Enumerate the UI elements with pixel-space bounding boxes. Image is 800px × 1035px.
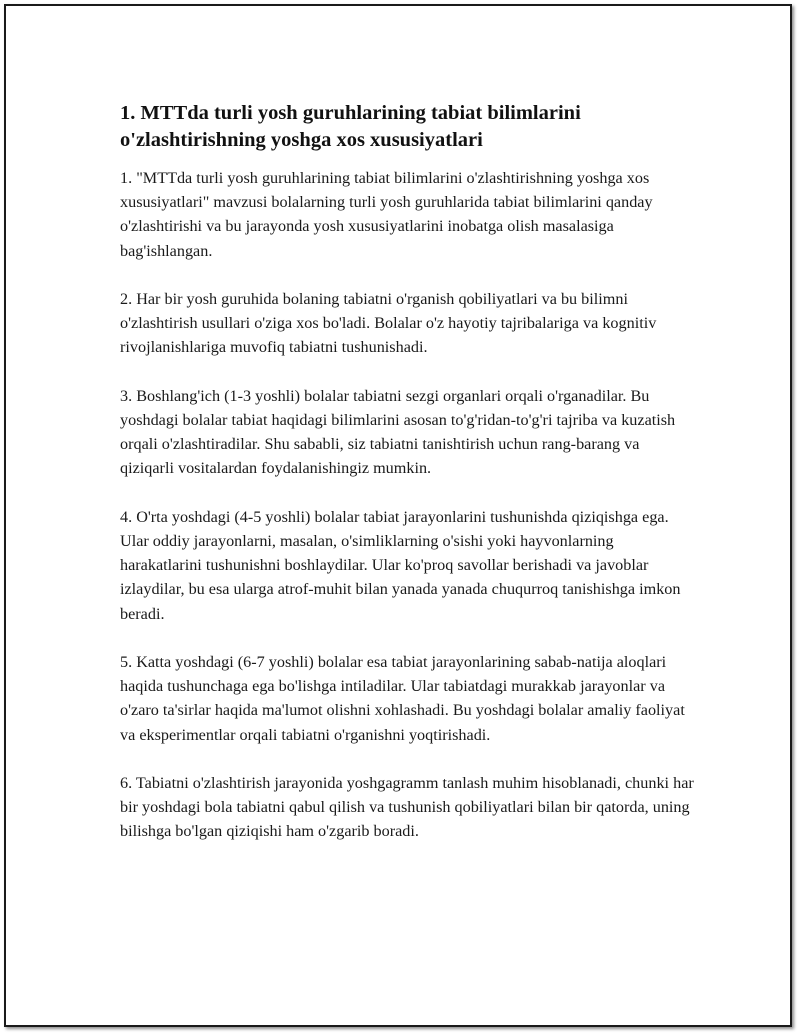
paragraph-4: 4. O'rta yoshdagi (4-5 yoshli) bolalar tabiat jarayonlarini tushunishda qiziqishga ega. Ular oddiy jarayonlarni, masalan, o'simliklarning o'sishi yoki hayvonlarning harakatlarini tushunishni boshlaydilar. Ular ko'proq savollar berishadi va javoblar izlaydilar, bu esa ularga atrof-muhit bilan yanada yanada chuqurroq tanishishga imkon beradi. — [120, 507, 681, 623]
document-title: 1. MTTda turli yosh guruhlarining tabiat bilimlarini o'zlashtirishning yoshga xos xususiyatlari — [120, 102, 581, 151]
document-page — [4, 4, 792, 1027]
paragraph-1: 1. "MTTda turli yosh guruhlarining tabiat bilimlarini o'zlashtirishning yoshga xos xususiyatlari" mavzusi bolalarning turli yosh guruhlarida tabiat bilimlarini qanday o'zlashtirishi va bu jarayonda yosh xususiyatlarini inobatga olish masalasiga bag'ishlangan. — [120, 169, 653, 260]
paragraph-5: 5. Katta yoshdagi (6-7 yoshli) bolalar esa tabiat jarayonlarining sabab-natija aloqlari haqida tushunchaga ega bo'lishga intiladilar. Ular tabiatdagi murakkab jarayonlar va o'zaro ta'sirlar haqida ma'lumot olishni xohlashadi. Bu yoshdagi bolalar amaliy faoliyat va eksperimentlar orqali tabiatni o'rganishni yoqtirishadi. — [120, 653, 685, 744]
document-body — [120, 100, 694, 868]
paragraph-2: 2. Har bir yosh guruhida bolaning tabiatni o'rganish qobiliyatlari va bu bilimni o'zlashtirish usullari o'ziga xos bo'ladi. Bolalar o'z hayotiy tajribalariga va kognitiv rivojlanishlariga muvofiq tabiatni tushunishadi. — [120, 290, 657, 357]
paragraph-3: 3. Boshlang'ich (1-3 yoshli) bolalar tabiatni sezgi organlari orqali o'rganadilar. Bu yoshdagi bolalar tabiat haqidagi bilimlarini asosan to'g'ridan-to'g'ri tajriba va kuzatish orqali o'zlashtiradilar. Shu sababli, siz tabiatni tanishtirish uchun rang-barang va qiziqarli vositalardan foydalanishingiz mumkin. — [120, 386, 676, 478]
paragraph-6: 6. Tabiatni o'zlashtirish jarayonida yoshgagramm tanlash muhim hisoblanadi, chunki har bir yoshdagi bola tabiatni qabul qilish va tushunish qobiliyatlari bilan bir qatorda, uning bilishga bo'lgan qiziqishi ham o'zgarib boradi. — [120, 774, 694, 841]
